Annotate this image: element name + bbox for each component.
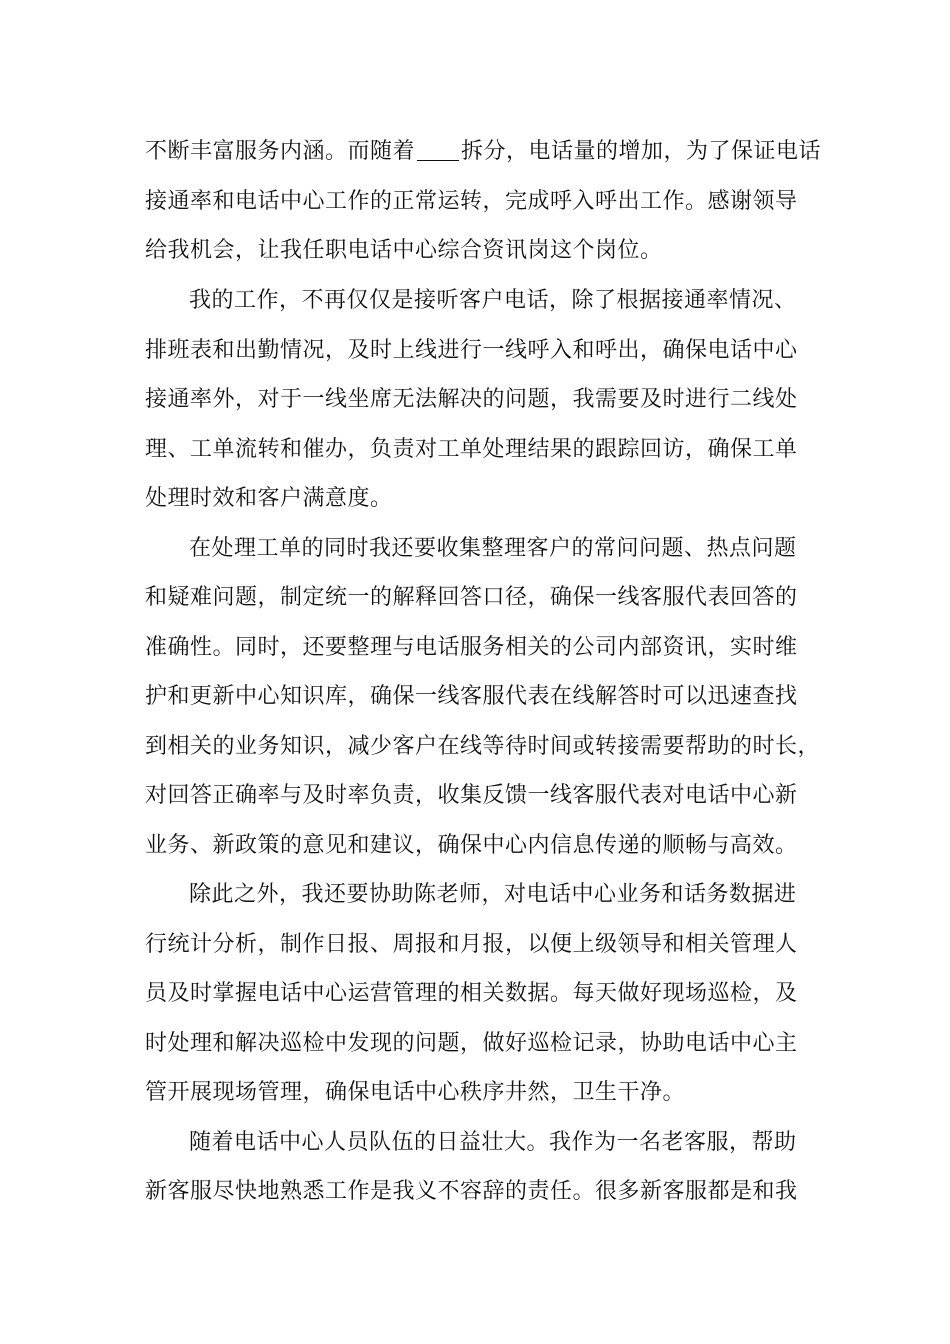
paragraph-3-line-6: 对回答正确率与及时率负责，收集反馈一线客服代表对电话中心新	[145, 783, 798, 808]
paragraph-4-line-3: 员及时掌握电话中心运营管理的相关数据。每天做好现场巡检，及	[145, 981, 798, 1006]
paragraph-3-line-5: 到相关的业务知识，减少客户在线等待时间或转接需要帮助的时长，	[145, 734, 821, 759]
paragraph-3-line-4: 护和更新中心知识库，确保一线客服代表在线解答时可以迅速查找	[145, 684, 798, 709]
paragraph-1-line-1	[145, 137, 835, 167]
paragraph-4-line-4: 时处理和解决巡检中发现的问题，做好巡检记录，协助电话中心主	[145, 1031, 798, 1056]
paragraph-2-line-4: 理、工单流转和催办，负责对工单处理结果的跟踪回访，确保工单	[145, 437, 798, 462]
paragraph-2-line-2: 排班表和出勤情况，及时上线进行一线呼入和呼出，确保电话中心	[145, 338, 798, 363]
paragraph-3-line-2: 和疑难问题，制定统一的解释回答口径，确保一线客服代表回答的	[145, 585, 798, 610]
paragraph-1-line-3: 给我机会，让我任职电话中心综合资讯岗这个岗位。	[145, 238, 663, 263]
paragraph-3-line-1: 在处理工单的同时我还要收集整理客户的常问问题、热点问题	[189, 536, 797, 561]
paragraph-2-line-3: 接通率外，对于一线坐席无法解决的问题，我需要及时进行二线处	[145, 387, 798, 412]
paragraph-3-line-7: 业务、新政策的意见和建议，确保中心内信息传递的顺畅与高效。	[145, 833, 798, 858]
paragraph-4-line-2: 行统计分析，制作日报、周报和月报，以便上级领导和相关管理人	[145, 932, 798, 957]
text-segment: 不断丰富服务内涵。而随着	[145, 139, 416, 164]
paragraph-2-line-5: 处理时效和客户满意度。	[145, 486, 393, 511]
paragraph-4-line-1: 除此之外，我还要协助陈老师，对电话中心业务和话务数据进	[189, 882, 797, 907]
paragraph-2-line-1: 我的工作，不再仅仅是接听客户电话，除了根据接通率情况、	[189, 288, 797, 313]
paragraph-4-line-5: 管开展现场管理，确保电话中心秩序井然，卫生干净。	[145, 1080, 686, 1105]
paragraph-5-line-2: 新客服尽快地熟悉工作是我义不容辞的责任。很多新客服都是和我	[145, 1179, 798, 1204]
paragraph-5-line-1: 随着电话中心人员队伍的日益壮大。我作为一名老客服，帮助	[189, 1130, 797, 1155]
fill-in-blank	[417, 138, 459, 161]
paragraph-3-line-3: 准确性。同时，还要整理与电话服务相关的公司内部资讯，实时维	[145, 635, 798, 660]
text-segment: 拆分，电话量的增加，为了保证电话	[461, 139, 822, 164]
paragraph-1-line-2: 接通率和电话中心工作的正常运转，完成呼入呼出工作。感谢领导	[145, 189, 798, 214]
